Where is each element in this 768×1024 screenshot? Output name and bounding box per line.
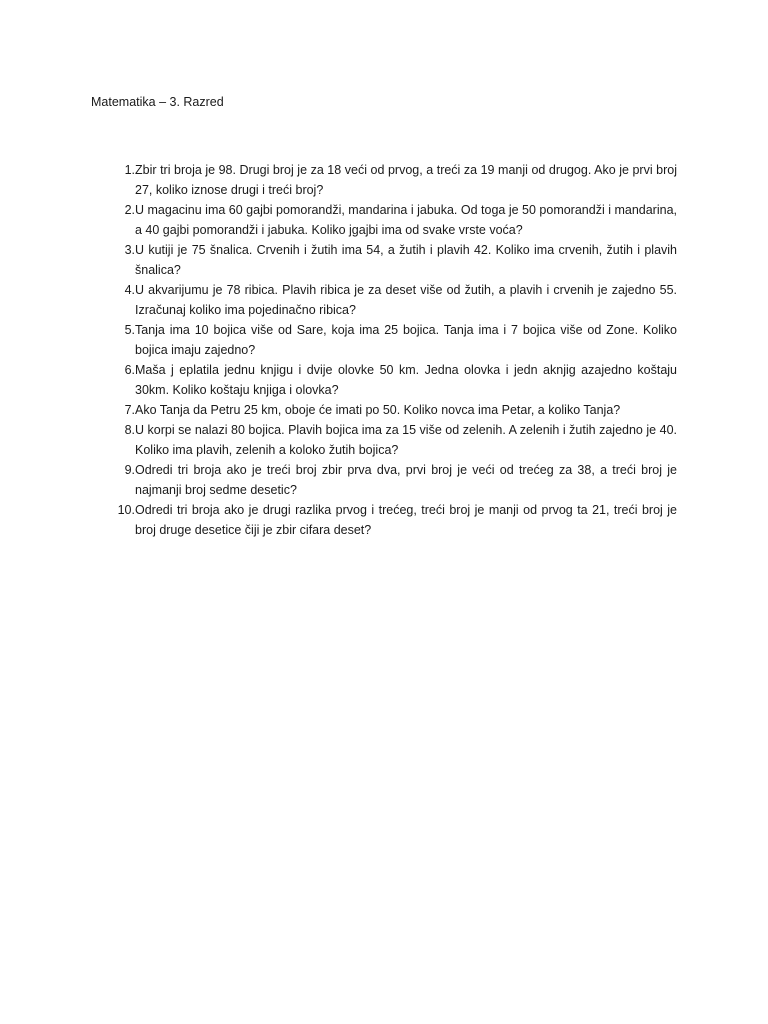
task-number: 6. — [124, 363, 135, 377]
task-text: Maša j eplatila jednu knjigu i dvije olovke 50 km. Jedna olovka i jedn aknjig azajedno koštaju 30km. Koliko koštaju knjiga i olovka? — [135, 363, 677, 397]
task-text: U akvarijumu je 78 ribica. Plavih ribica je za deset više od žutih, a plavih i crvenih je zajedno 55. Izračunaj koliko ima pojedinačno ribica? — [135, 283, 677, 317]
task-text: Zbir tri broja je 98. Drugi broj je za 18 veći od prvog, a treći za 19 manji od drugog. Ako je prvi broj 27, koliko iznose drugi i treći broj? — [135, 163, 677, 197]
task-number: 3. — [124, 243, 135, 257]
list-item — [91, 280, 677, 320]
task-text: Odredi tri broja ako je drugi razlika prvog i trećeg, treći broj je manji od prvog ta 21, treći broj je broj druge desetice čiji je zbir cifara deset? — [135, 503, 677, 537]
task-list — [91, 160, 677, 540]
list-item — [91, 360, 677, 400]
task-text: U korpi se nalazi 80 bojica. Plavih bojica ima za 15 više od zelenih. A zelenih i žutih zajedno je 40. Koliko ima plavih, zelenih a koloko žutih bojica? — [135, 423, 677, 457]
task-text: Tanja ima 10 bojica više od Sare, koja ima 25 bojica. Tanja ima i 7 bojica više od Zone. Koliko bojica imaju zajedno? — [135, 323, 677, 357]
list-item — [91, 160, 677, 200]
task-number: 4. — [124, 283, 135, 297]
task-number: 2. — [124, 203, 135, 217]
task-number: 8. — [124, 423, 135, 437]
list-item — [91, 400, 677, 420]
task-text: U magacinu ima 60 gajbi pomorandži, mandarina i jabuka. Od toga je 50 pomorandži i mandarina, a 40 gajbi pomorandži i jabuka. Koliko jgajbi ima od svake vrste voća? — [135, 203, 677, 237]
task-number: 1. — [124, 163, 135, 177]
task-text: U kutiji je 75 šnalica. Crvenih i žutih ima 54, a žutih i plavih 42. Koliko ima crvenih, žutih i plavih šnalica? — [135, 243, 677, 277]
list-item — [91, 320, 677, 360]
document-title: Matematika – 3. Razred — [91, 95, 224, 109]
task-text: Odredi tri broja ako je treći broj zbir prva dva, prvi broj je veći od trećeg za 38, a treći broj je najmanji broj sedme desetic? — [135, 463, 677, 497]
list-item — [91, 460, 677, 500]
task-number: 9. — [124, 463, 135, 477]
list-item — [91, 420, 677, 460]
task-text: Ako Tanja da Petru 25 km, oboje će imati po 50. Koliko novca ima Petar, a koliko Tanja? — [135, 403, 621, 417]
task-number: 5. — [124, 323, 135, 337]
list-item — [91, 240, 677, 280]
list-item — [91, 200, 677, 240]
task-number: 10. — [117, 503, 135, 517]
task-number: 7. — [124, 403, 135, 417]
list-item — [91, 500, 677, 540]
